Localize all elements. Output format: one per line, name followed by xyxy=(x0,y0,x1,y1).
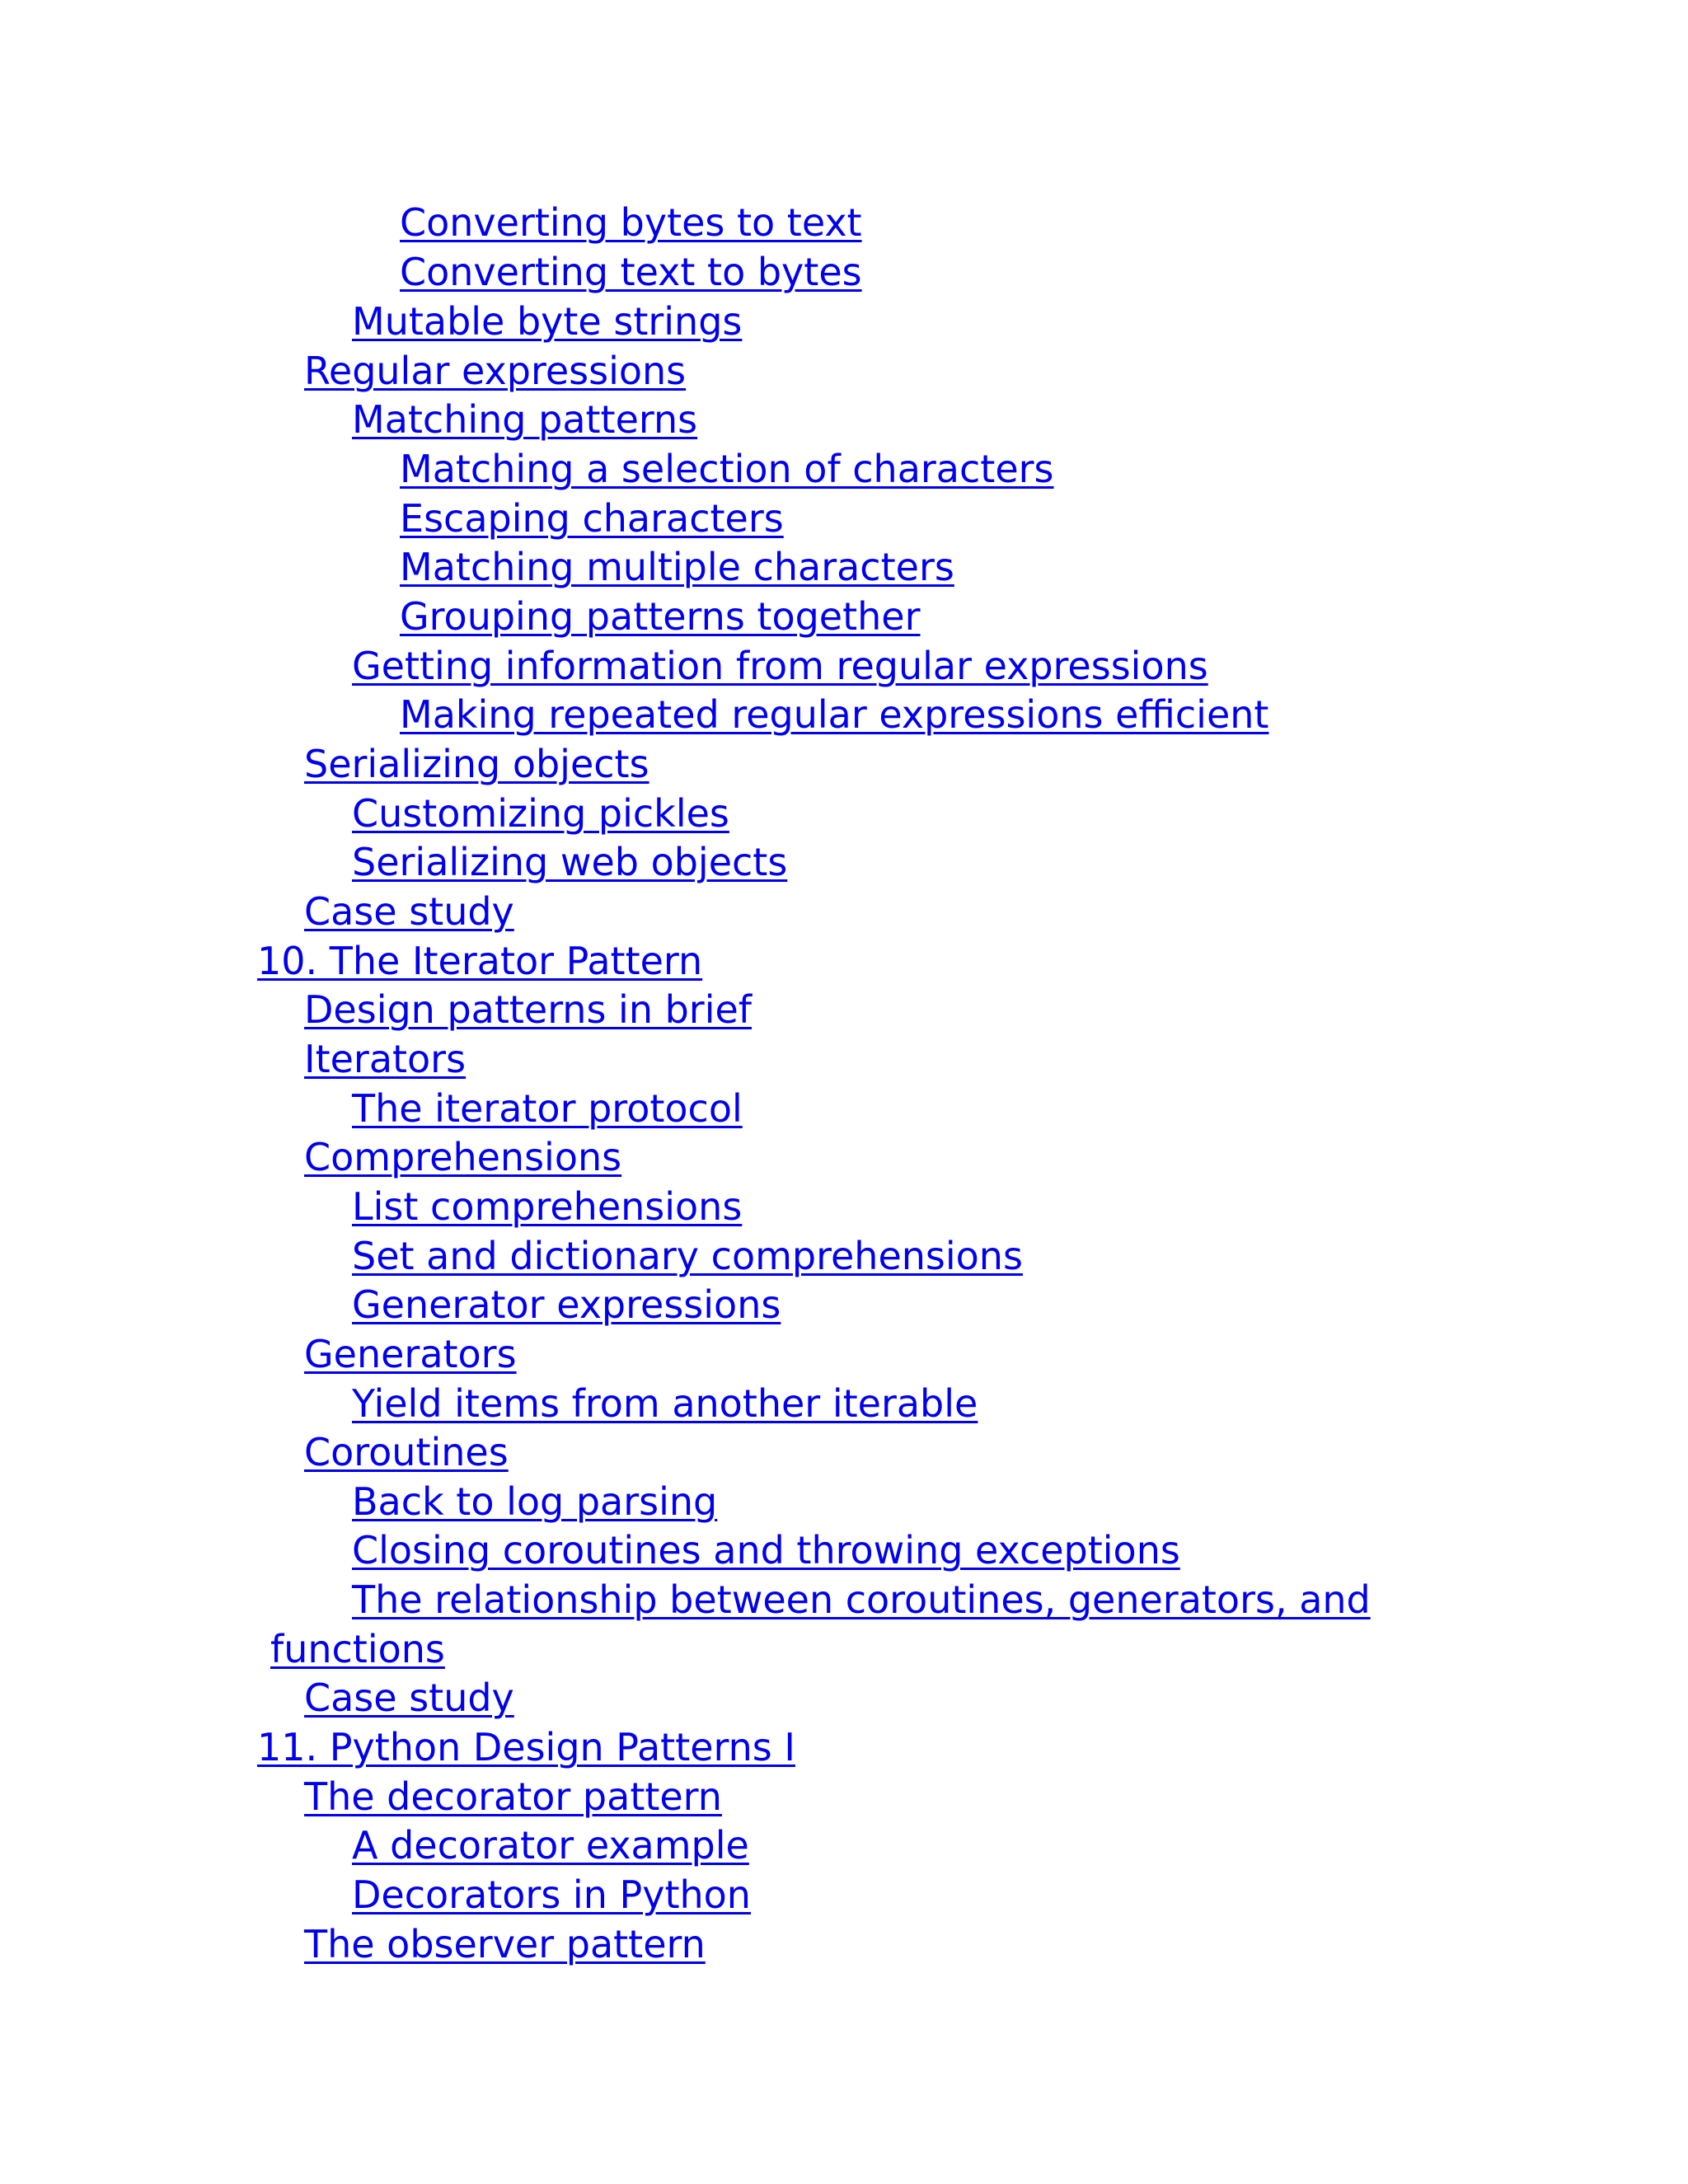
toc-link-grouping-patterns-together[interactable]: Grouping patterns together xyxy=(400,594,921,639)
toc-link-serializing-objects[interactable]: Serializing objects xyxy=(304,742,649,786)
toc-link-getting-information-from-regular-expressions[interactable]: Getting information from regular expressions xyxy=(352,644,1208,688)
toc-link-converting-bytes-to-text[interactable]: Converting bytes to text xyxy=(400,200,862,245)
toc-link-generator-expressions[interactable]: Generator expressions xyxy=(352,1282,781,1327)
toc-link-list-comprehensions[interactable]: List comprehensions xyxy=(352,1184,743,1229)
toc-link-regular-expressions[interactable]: Regular expressions xyxy=(304,349,687,393)
toc-link-decorators-in-python[interactable]: Decorators in Python xyxy=(352,1872,751,1917)
toc-link-case-study[interactable]: Case study xyxy=(304,1675,514,1720)
toc-link-relationship-coroutines-generators-functions[interactable]: The relationship between coroutines, generators, and xyxy=(352,1577,1371,1622)
toc-link-chapter-11-python-design-patterns-i[interactable]: 11. Python Design Patterns I xyxy=(257,1725,795,1769)
toc-link-matching-multiple-characters[interactable]: Matching multiple characters xyxy=(400,545,954,589)
toc-link-making-repeated-regular-expressions-efficient[interactable]: Making repeated regular expressions efficient xyxy=(400,692,1269,737)
toc-link-a-decorator-example[interactable]: A decorator example xyxy=(352,1823,749,1868)
toc-link-design-patterns-in-brief[interactable]: Design patterns in brief xyxy=(304,987,752,1032)
toc-link-converting-text-to-bytes[interactable]: Converting text to bytes xyxy=(400,250,862,294)
toc-link-yield-items-from-another-iterable[interactable]: Yield items from another iterable xyxy=(352,1381,978,1426)
toc-link-the-decorator-pattern[interactable]: The decorator pattern xyxy=(304,1774,722,1819)
toc-link-back-to-log-parsing[interactable]: Back to log parsing xyxy=(352,1479,718,1524)
toc-link-escaping-characters[interactable]: Escaping characters xyxy=(400,496,784,541)
toc-link-matching-patterns[interactable]: Matching patterns xyxy=(352,397,698,442)
toc-link-matching-a-selection-of-characters[interactable]: Matching a selection of characters xyxy=(400,447,1054,491)
toc-link-coroutines[interactable]: Coroutines xyxy=(304,1430,509,1474)
toc-link-iterators[interactable]: Iterators xyxy=(304,1037,467,1081)
toc-link-case-study[interactable]: Case study xyxy=(304,889,514,934)
toc-link-serializing-web-objects[interactable]: Serializing web objects xyxy=(352,840,788,884)
toc-link-mutable-byte-strings[interactable]: Mutable byte strings xyxy=(352,299,743,344)
toc-link-set-and-dictionary-comprehensions[interactable]: Set and dictionary comprehensions xyxy=(352,1234,1023,1278)
toc-link-the-iterator-protocol[interactable]: The iterator protocol xyxy=(352,1086,743,1131)
toc-link-the-observer-pattern[interactable]: The observer pattern xyxy=(304,1922,706,1966)
toc-link-comprehensions[interactable]: Comprehensions xyxy=(304,1135,622,1179)
toc-link-generators[interactable]: Generators xyxy=(304,1332,517,1376)
toc-link-customizing-pickles[interactable]: Customizing pickles xyxy=(352,791,729,836)
toc-link-closing-coroutines-and-throwing-exceptions[interactable]: Closing coroutines and throwing exceptions xyxy=(352,1528,1180,1572)
toc-link-chapter-10-iterator-pattern[interactable]: 10. The Iterator Pattern xyxy=(257,939,703,983)
toc-link-relationship-continuation[interactable]: functions xyxy=(270,1627,445,1671)
